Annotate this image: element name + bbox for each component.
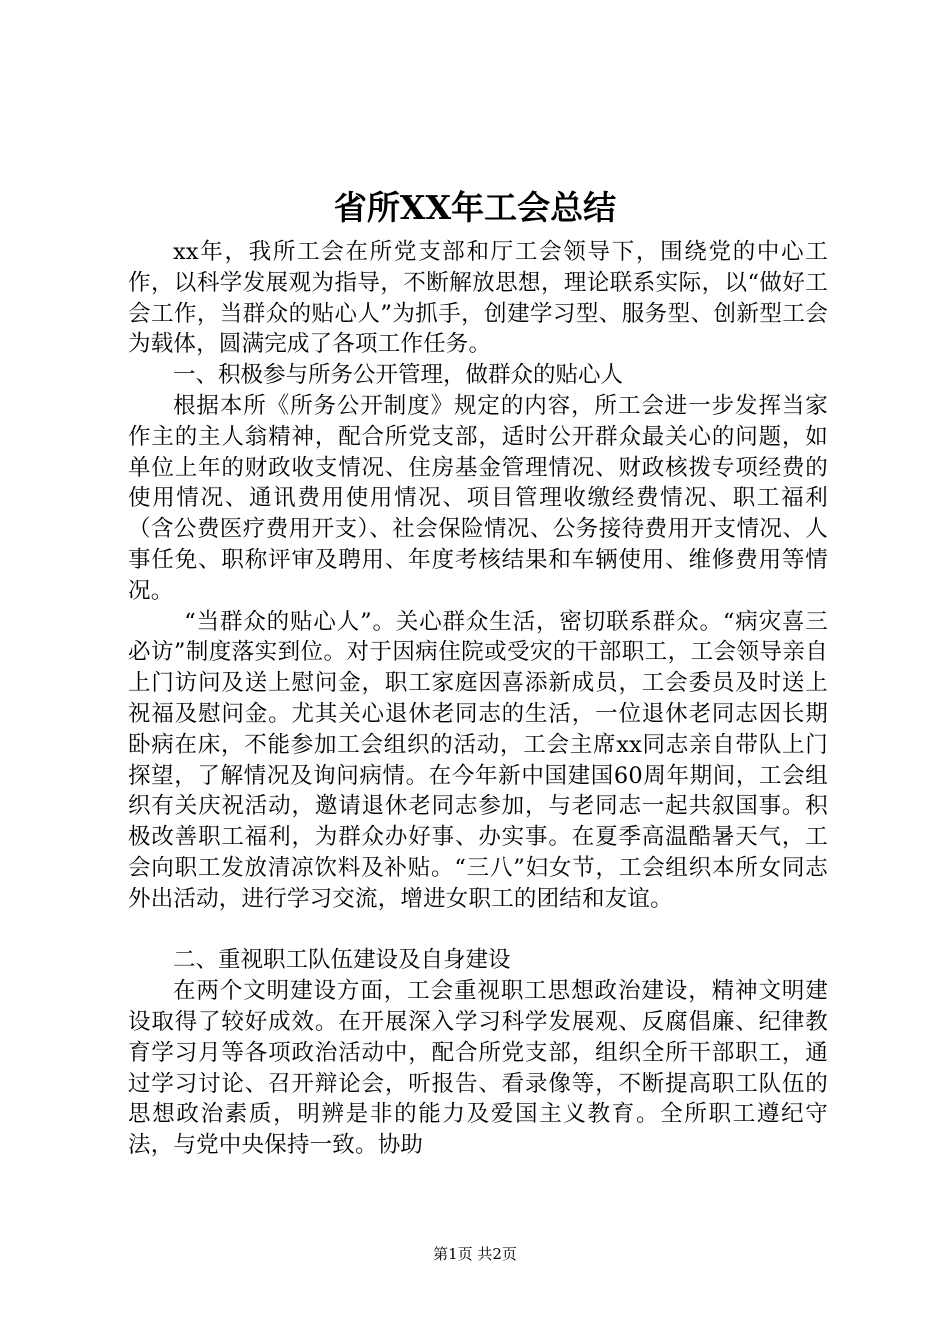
document-body xyxy=(128,237,828,1161)
paragraph-care: “当群众的贴心人”。关心群众生活，密切联系群众。“病灾喜三必访”制度落实到位。对于因病住院或受灾的干部职工，工会领导亲自上门访问及送上慰问金，职工家庭因喜添新成员，工会委员及时送上祝福及慰问金。尤其关心退休老同志的生活，一位退休老同志因长期卧病在床，不能参加工会组织的活动，工会主席xx同志亲自带队上门探望，了解情况及询问病情。在今年新中国建国60周年期间，工会组织有关庆祝活动，邀请退休老同志参加，与老同志一起共叙国事。积极改善职工福利，为群众办好事、办实事。在夏季高温酷暑天气，工会向职工发放清凉饮料及补贴。“三八”妇女节，工会组织本所女同志外出活动，进行学习交流，增进女职工的团结和友谊。 xyxy=(128,608,828,912)
paragraph-spacer xyxy=(128,915,828,946)
section-heading-2: 二、重视职工队伍建设及自身建设 xyxy=(173,947,511,974)
document-title: 省所XX年工会总结 xyxy=(333,188,617,227)
section-heading-1: 一、积极参与所务公开管理，做群众的贴心人 xyxy=(173,362,624,389)
paragraph-team-building: 在两个文明建设方面，工会重视职工思想政治建设，精神文明建设取得了较好成效。在开展深入学习科学发展观、反腐倡廉、纪律教育学习月等各项政治活动中，配合所党支部，组织全所干部职工，通过学习讨论、召开辩论会，听报告、看录像等，不断提高职工队伍的思想政治素质，明辨是非的能力及爱国主义教育。全所职工遵纪守法，与党中央保持一致。协助 xyxy=(128,978,828,1159)
paragraph-intro: xx年，我所工会在所党支部和厅工会领导下，围绕党的中心工作，以科学发展观为指导，不断解放思想，理论联系实际，以“做好工会工作，当群众的贴心人”为抓手，创建学习型、服务型、创新型工会为载体，圆满完成了各项工作任务。 xyxy=(128,239,828,358)
page-footer: 第1页 共2页 xyxy=(433,1245,517,1263)
paragraph-disclosure: 根据本所《所务公开制度》规定的内容，所工会进一步发挥当家作主的主人翁精神，配合所党支部，适时公开群众最关心的问题，如单位上年的财政收支情况、住房基金管理情况、财政核拨专项经费的使用情况、通讯费用使用情况、项目管理收缴经费情况、职工福利（含公费医疗费用开支）、社会保险情况、公务接待费用开支情况、人事任免、职称评审及聘用、年度考核结果和车辆使用、维修费用等情况。 xyxy=(128,392,828,604)
